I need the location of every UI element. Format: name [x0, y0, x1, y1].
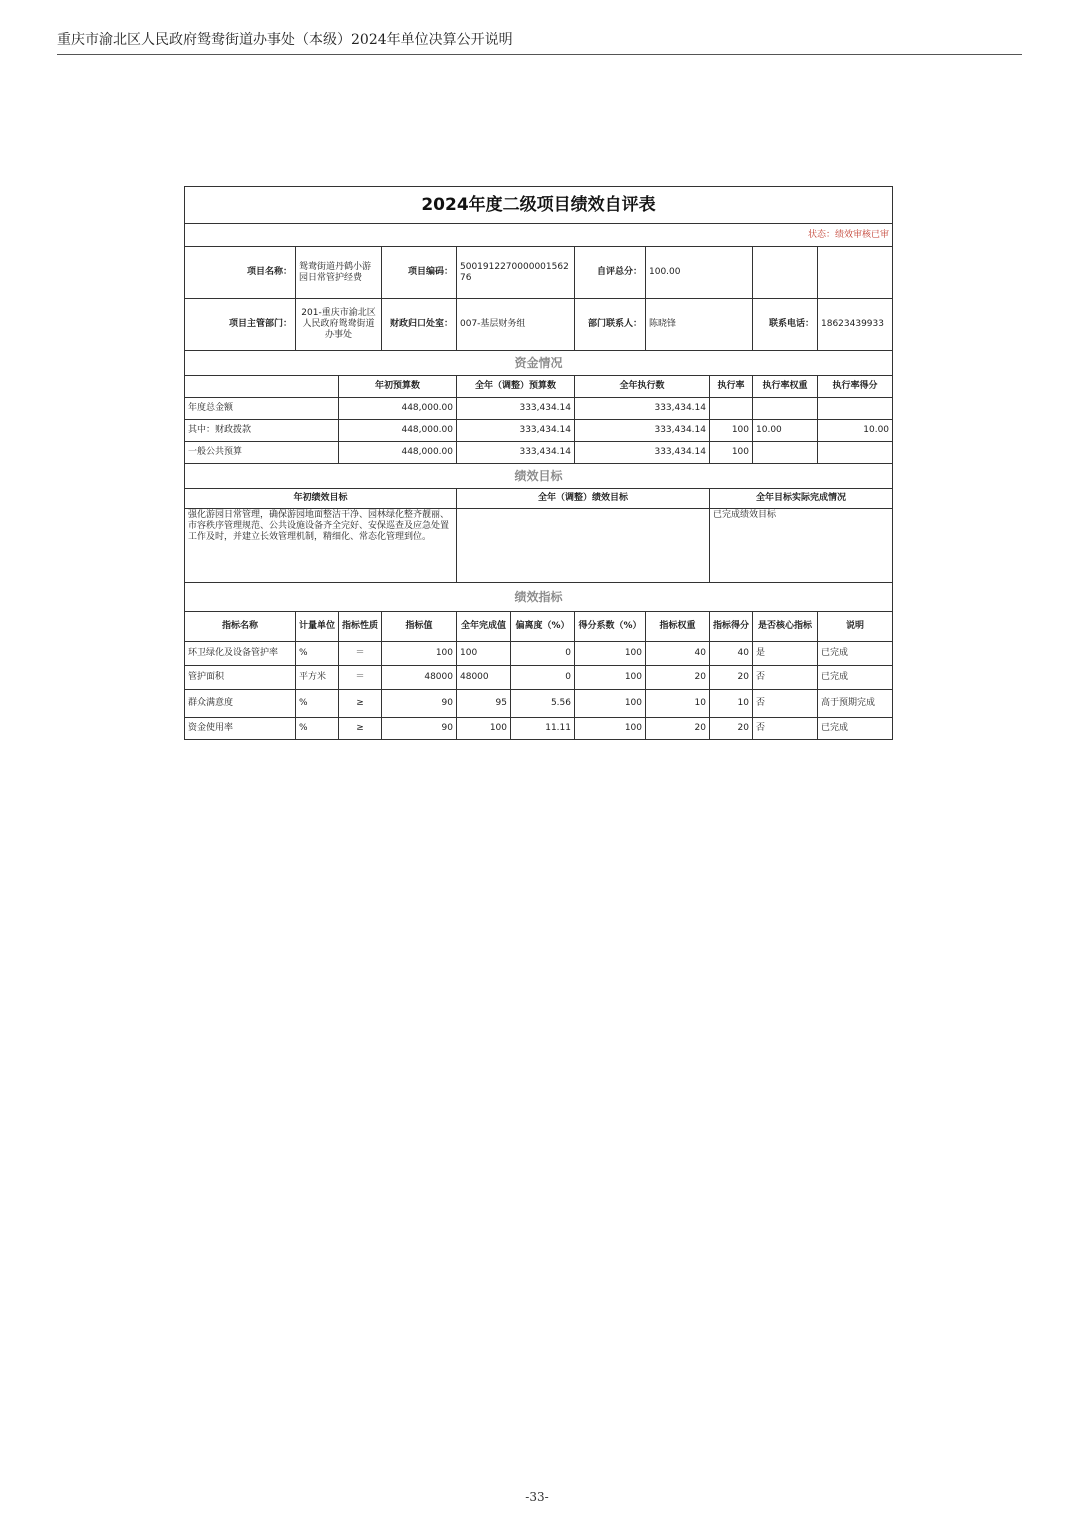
phone-label: 联系电话： [753, 299, 818, 351]
funds-cell: 333,434.14 [457, 420, 575, 442]
finance-office-label: 财政归口处室： [382, 299, 457, 351]
ind-cell: 20 [710, 666, 753, 690]
funds-section-title: 资金情况 [185, 351, 893, 376]
ind-header-note: 说明 [818, 612, 893, 642]
project-name-value: 鸳鸯街道丹鹤小游园日常管护经费 [296, 247, 382, 299]
ind-cell: 48000 [382, 666, 457, 690]
funds-cell: 一般公共预算 [185, 442, 339, 464]
ind-header-weight: 指标权重 [646, 612, 710, 642]
funds-cell: 10.00 [818, 420, 893, 442]
ind-cell: 已完成 [818, 666, 893, 690]
ind-header-unit: 计量单位 [296, 612, 339, 642]
ind-cell: 100 [575, 718, 646, 740]
ind-cell: 否 [753, 690, 818, 718]
project-code-label: 项目编码： [382, 247, 457, 299]
department-value: 201-重庆市渝北区人民政府鸳鸯街道办事处 [296, 299, 382, 351]
ind-header-name: 指标名称 [185, 612, 296, 642]
funds-cell [753, 398, 818, 420]
funds-cell: 333,434.14 [457, 442, 575, 464]
ind-cell: 管护面积 [185, 666, 296, 690]
ind-cell: 40 [710, 642, 753, 666]
ind-cell: 95 [457, 690, 511, 718]
funds-cell: 448,000.00 [339, 398, 457, 420]
ind-cell: 100 [382, 642, 457, 666]
ind-cell: % [296, 690, 339, 718]
ind-header-coefficient: 得分系数（%） [575, 612, 646, 642]
ind-cell: 群众满意度 [185, 690, 296, 718]
funds-cell: 其中：财政拨款 [185, 420, 339, 442]
ind-cell: 90 [382, 690, 457, 718]
ind-cell: 100 [575, 666, 646, 690]
funds-cell: 448,000.00 [339, 420, 457, 442]
phone-value: 18623439933 [818, 299, 893, 351]
total-score-label: 自评总分： [575, 247, 646, 299]
funds-cell: 333,434.14 [457, 398, 575, 420]
ind-cell: 平方米 [296, 666, 339, 690]
ind-cell: 否 [753, 718, 818, 740]
form-title: 2024年度二级项目绩效自评表 [185, 187, 893, 224]
project-name-label: 项目名称： [185, 247, 296, 299]
ind-cell: 10 [646, 690, 710, 718]
ind-cell: 5.56 [511, 690, 575, 718]
ind-cell: ≥ [339, 690, 382, 718]
ind-cell: ＝ [339, 666, 382, 690]
total-score-value: 100.00 [646, 247, 753, 299]
ind-cell: ≥ [339, 718, 382, 740]
funds-cell: 333,434.14 [575, 442, 710, 464]
ind-cell: 环卫绿化及设备管护率 [185, 642, 296, 666]
funds-cell: 100 [710, 420, 753, 442]
ind-cell: 0 [511, 642, 575, 666]
ind-cell: 0 [511, 666, 575, 690]
ind-cell: 20 [710, 718, 753, 740]
funds-cell [753, 442, 818, 464]
ind-cell: 否 [753, 666, 818, 690]
funds-row [185, 398, 893, 420]
ind-cell: 100 [575, 690, 646, 718]
goals-section-title: 绩效目标 [185, 464, 893, 489]
ind-cell: 11.11 [511, 718, 575, 740]
funds-cell [818, 442, 893, 464]
funds-cell: 100 [710, 442, 753, 464]
funds-cell [818, 398, 893, 420]
ind-cell: 48000 [457, 666, 511, 690]
ind-cell: 资金使用率 [185, 718, 296, 740]
funds-cell: 年度总金额 [185, 398, 339, 420]
contact-label: 部门联系人： [575, 299, 646, 351]
ind-cell: 已完成 [818, 642, 893, 666]
empty-cell [818, 247, 893, 299]
ind-cell: 90 [382, 718, 457, 740]
ind-header-nature: 指标性质 [339, 612, 382, 642]
ind-header-deviation: 偏离度（%） [511, 612, 575, 642]
funds-cell [710, 398, 753, 420]
ind-header-score: 指标得分 [710, 612, 753, 642]
page-number: -33- [525, 1490, 549, 1504]
ind-header-completed: 全年完成值 [457, 612, 511, 642]
goals-adjusted-text [457, 509, 710, 583]
funds-cell: 333,434.14 [575, 398, 710, 420]
indicator-row [185, 666, 893, 690]
empty-cell [753, 247, 818, 299]
ind-cell: 是 [753, 642, 818, 666]
ind-cell: 100 [457, 642, 511, 666]
ind-header-value: 指标值 [382, 612, 457, 642]
funds-header-initial-budget: 年初预算数 [339, 376, 457, 398]
indicator-row [185, 690, 893, 718]
indicators-section-title: 绩效指标 [185, 583, 893, 612]
ind-cell: % [296, 642, 339, 666]
ind-cell: % [296, 718, 339, 740]
funds-header-rate-weight: 执行率权重 [753, 376, 818, 398]
goals-header-adjusted: 全年（调整）绩效目标 [457, 489, 710, 509]
funds-header-adjusted-budget: 全年（调整）预算数 [457, 376, 575, 398]
goals-header-initial: 年初绩效目标 [185, 489, 457, 509]
department-label: 项目主管部门： [185, 299, 296, 351]
funds-header-blank [185, 376, 339, 398]
ind-cell: 已完成 [818, 718, 893, 740]
funds-cell: 448,000.00 [339, 442, 457, 464]
ind-header-core: 是否核心指标 [753, 612, 818, 642]
ind-cell: 高于预期完成 [818, 690, 893, 718]
goals-initial-text: 强化游园日常管理，确保游园地面整洁干净、园林绿化整齐靓丽、市容秩序管理规范、公共设施设备齐全完好、安保巡查及应急处置工作及时，并建立长效管理机制，精细化、常态化管理到位。 [185, 509, 457, 583]
funds-header-exec-rate: 执行率 [710, 376, 753, 398]
indicator-row [185, 642, 893, 666]
contact-value: 陈晓锋 [646, 299, 753, 351]
project-code-value: 500191227000000156276 [457, 247, 575, 299]
indicator-row [185, 718, 893, 740]
status-badge: 状态：绩效审核已审 [185, 224, 893, 247]
ind-cell: 40 [646, 642, 710, 666]
funds-header-rate-score: 执行率得分 [818, 376, 893, 398]
ind-cell: 20 [646, 666, 710, 690]
ind-cell: ＝ [339, 642, 382, 666]
goals-header-actual: 全年目标实际完成情况 [710, 489, 893, 509]
finance-office-value: 007-基层财务组 [457, 299, 575, 351]
page-header: 重庆市渝北区人民政府鸳鸯街道办事处（本级）2024年单位决算公开说明 [57, 30, 1022, 55]
funds-row [185, 442, 893, 464]
ind-cell: 20 [646, 718, 710, 740]
funds-row [185, 420, 893, 442]
goals-actual-text: 已完成绩效目标 [710, 509, 893, 583]
funds-cell: 333,434.14 [575, 420, 710, 442]
ind-cell: 10 [710, 690, 753, 718]
ind-cell: 100 [457, 718, 511, 740]
ind-cell: 100 [575, 642, 646, 666]
funds-cell: 10.00 [753, 420, 818, 442]
performance-evaluation-table [184, 186, 893, 740]
funds-header-executed: 全年执行数 [575, 376, 710, 398]
